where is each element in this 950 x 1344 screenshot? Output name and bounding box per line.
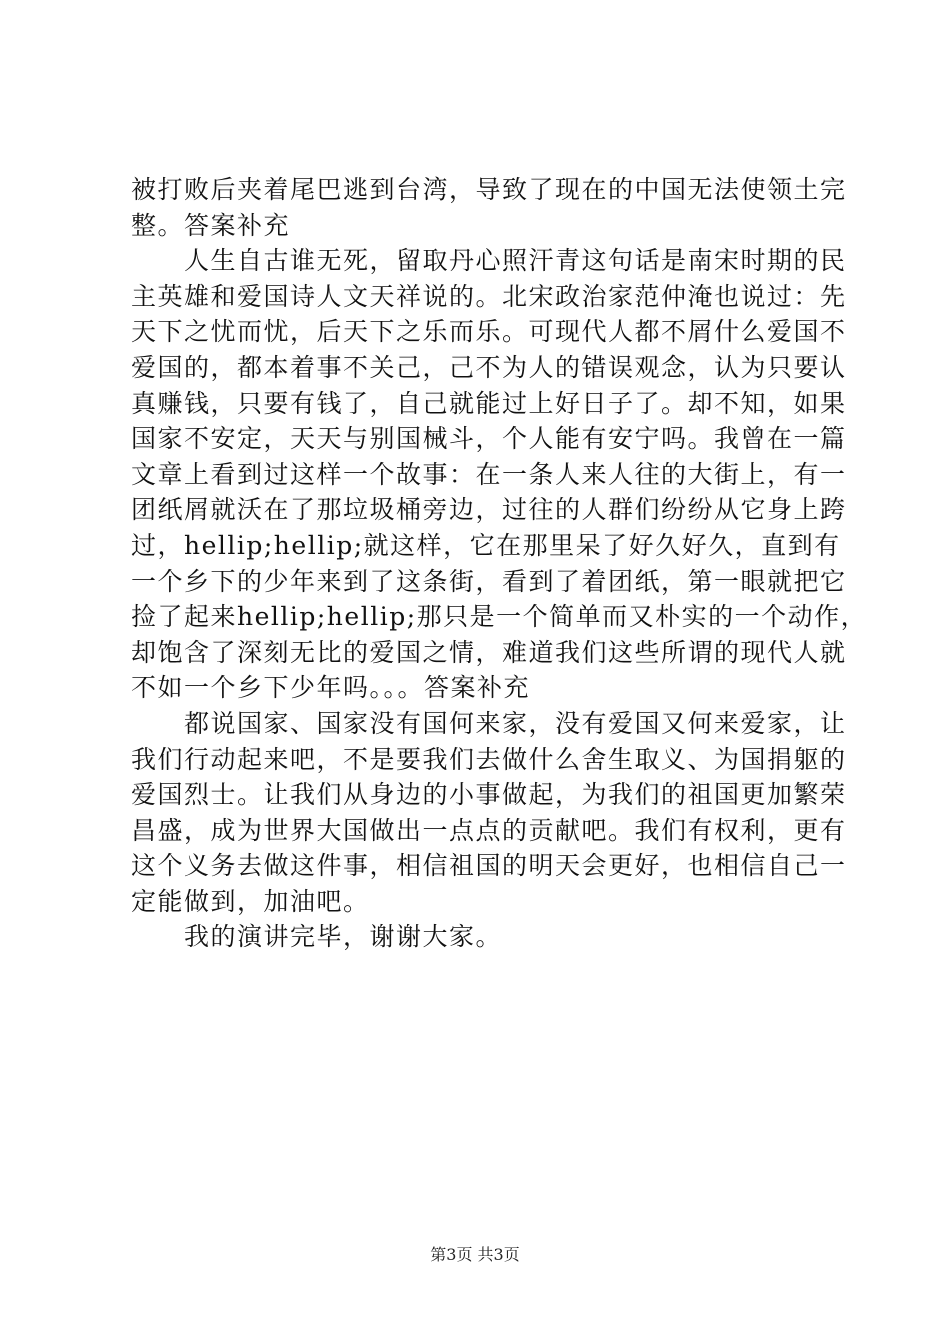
- text-line: 这个义务去做这件事，相信祖国的明天会更好，也相信自己一: [131, 851, 847, 881]
- text-line: 昌盛，成为世界大国做出一点点的贡献吧。我们有权利，更有: [131, 815, 847, 845]
- text-line: 天下之忧而忧，后天下之乐而乐。可现代人都不屑什么爱国不: [131, 317, 847, 347]
- text-line: 捡了起来hellip;hellip;那只是一个简单而又朴实的一个动作，: [131, 602, 868, 632]
- body-text: [131, 172, 868, 955]
- text-line: 真赚钱，只要有钱了，自己就能过上好日子了。却不知，如果: [131, 388, 847, 418]
- text-line: 团纸屑就沃在了那垃圾桶旁边，过往的人群们纷纷从它身上跨: [131, 495, 847, 525]
- text-line: 爱国的，都本着事不关己，己不为人的错误观念，认为只要认: [131, 352, 847, 382]
- page-number: 第3页 共3页: [430, 1245, 520, 1264]
- text-line: 定能做到，加油吧。: [131, 886, 370, 916]
- page-footer: [0, 1244, 950, 1266]
- text-line: 都说国家、国家没有国何来家，没有爱国又何来爱家，让: [131, 708, 847, 738]
- text-line: 人生自古谁无死，留取丹心照汗青这句话是南宋时期的民: [131, 246, 847, 276]
- text-line: 我们行动起来吧，不是要我们去做什么舍生取义、为国捐躯的: [131, 744, 847, 774]
- text-line: 我的演讲完毕，谢谢大家。: [131, 922, 503, 952]
- text-line: 过，hellip;hellip;就这样，它在那里呆了好久好久，直到有: [131, 530, 841, 560]
- text-line: 整。答案补充: [131, 210, 291, 240]
- text-line: 不如一个乡下少年吗。。。答案补充: [131, 673, 531, 703]
- text-line: 国家不安定，天天与别国械斗，个人能有安宁吗。我曾在一篇: [131, 424, 847, 454]
- text-line: 却饱含了深刻无比的爱国之情，难道我们这些所谓的现代人就: [131, 637, 847, 667]
- text-line: 文章上看到过这样一个故事：在一条人来人往的大街上，有一: [131, 459, 847, 489]
- text-line: 主英雄和爱国诗人文天祥说的。北宋政治家范仲淹也说过：先: [131, 281, 847, 311]
- text-line: 一个乡下的少年来到了这条街，看到了着团纸，第一眼就把它: [131, 566, 847, 596]
- text-line: 爱国烈士。让我们从身边的小事做起，为我们的祖国更加繁荣: [131, 780, 847, 810]
- text-line: 被打败后夹着尾巴逃到台湾，导致了现在的中国无法使领土完: [131, 175, 847, 204]
